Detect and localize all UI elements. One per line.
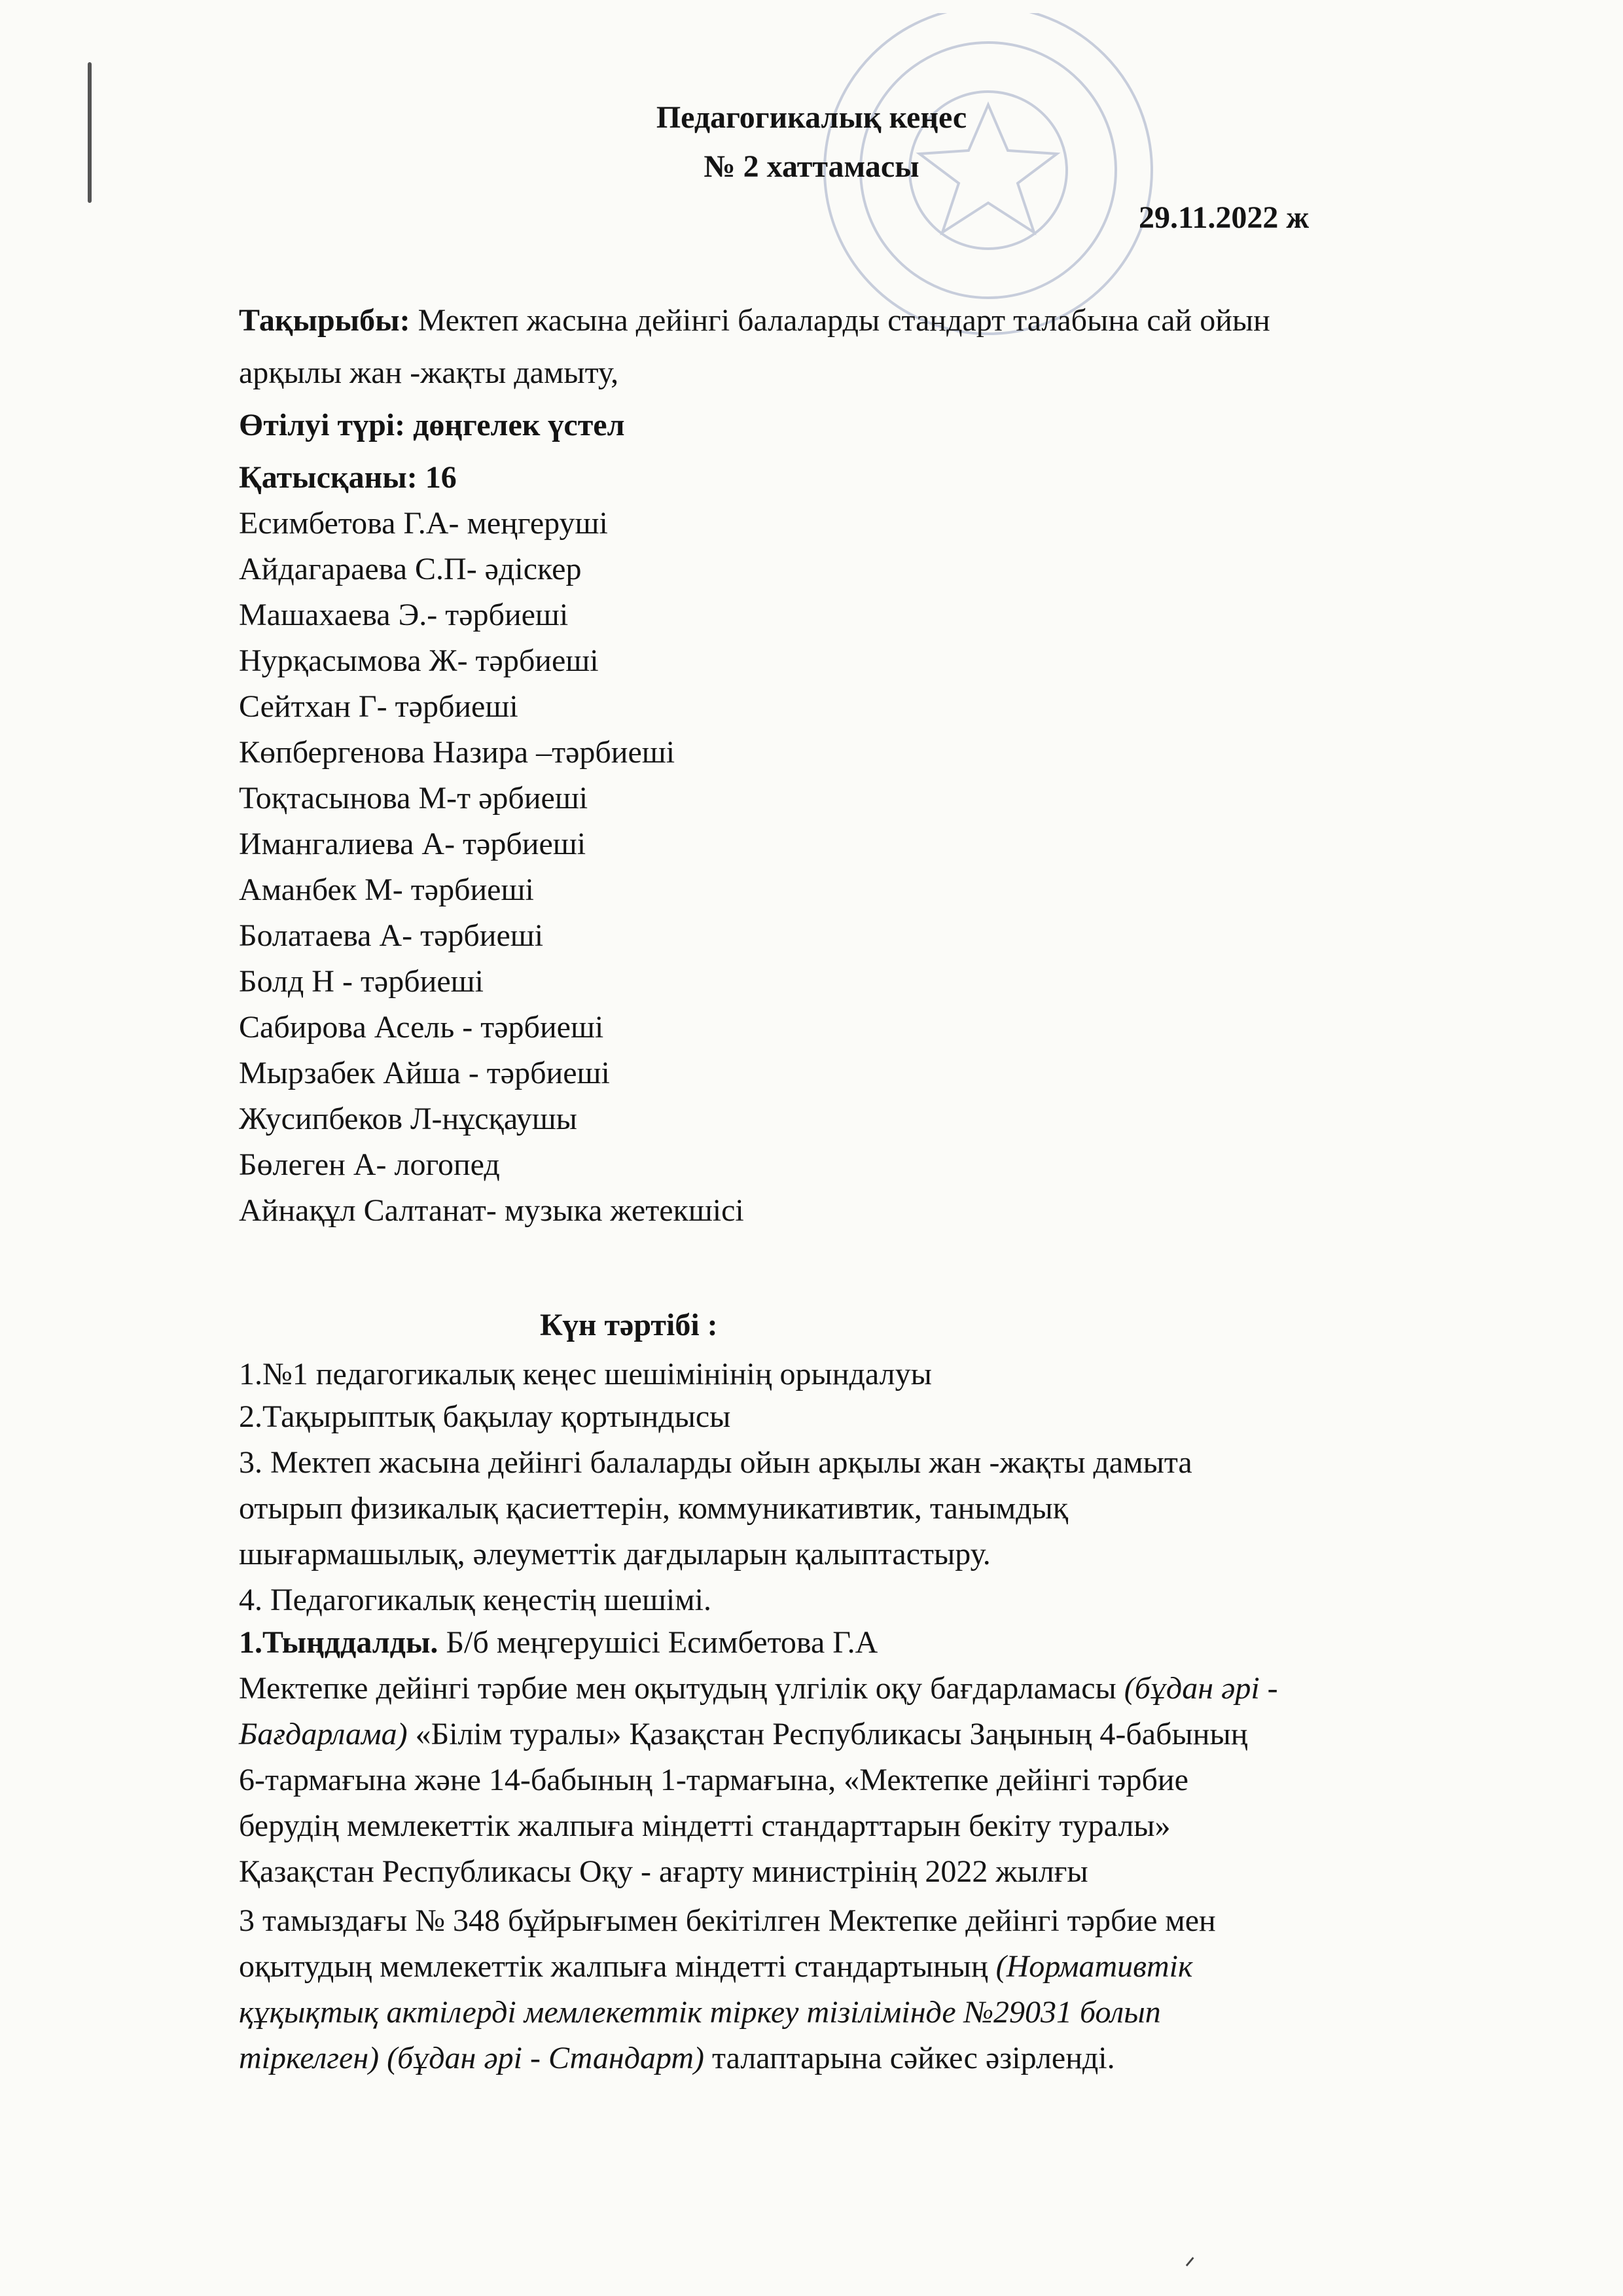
topic-line-2: арқылы жан -жақты дамыту, [239, 355, 619, 390]
paragraph-line: 3 тамыздағы № 348 бұйрығымен бекітілген Мектепке дейінгі тәрбие мен [239, 1903, 1216, 1938]
participant-item: Тоқтасынова М-т әрбиеші [239, 781, 588, 816]
paragraph-line: құқықтық актілерді мемлекеттік тіркеу тізілімінде №29031 болып [239, 1995, 1161, 2030]
participant-item: Машахаева Э.- тәрбиеші [239, 598, 569, 632]
paragraph-italic: (бұдан әрі - [1124, 1671, 1278, 1706]
agenda-heading: Күн тәртібі : [540, 1308, 718, 1342]
participant-item: Мырзабек Айша - тәрбиеші [239, 1056, 610, 1090]
agenda-item: 1.№1 педагогикалық кеңес шешімінінің орындалуы [239, 1357, 932, 1391]
participant-item: Көпбергенова Назира –тәрбиеші [239, 735, 675, 770]
participant-item: Айнақұл Салтанат- музыка жетекшісі [239, 1193, 744, 1228]
agenda-item: 2.Тақырыптық бақылау қортындысы [239, 1399, 731, 1434]
attendance-count: 16 [417, 460, 457, 495]
topic-label: Тақырыбы: [239, 303, 410, 338]
participant-item: Есимбетова Г.А- меңгеруші [239, 506, 608, 541]
participant-item: Айдагараева С.П- әдіскер [239, 552, 582, 586]
topic-line-1 [239, 301, 1270, 340]
paragraph-text: Мектепке дейінгі тәрбие мен оқытудың үлгілік оқу бағдарламасы [239, 1671, 1124, 1706]
paragraph-line: Қазақстан Республикасы Оқу - ағарту министрінің 2022 жылғы [239, 1854, 1088, 1889]
attendance-line [239, 458, 457, 497]
heard-label: 1.Тыңддалды. [239, 1625, 438, 1660]
pen-tick-mark: ᐟ [1185, 2252, 1196, 2282]
agenda-item: отырып физикалық қасиеттерін, коммуникативтик, танымдық [239, 1491, 1069, 1526]
paragraph-italic: тіркелген) (бұдан әрі - Стандарт) [239, 2041, 705, 2075]
participant-item: Жусипбеков Л-нұсқаушы [239, 1102, 577, 1136]
paragraph-line: берудің мемлекеттік жалпыға міндетті стандарттарын бекіту туралы» [239, 1808, 1171, 1843]
participant-item: Болд Н - тәрбиеші [239, 964, 484, 999]
participant-item: Сейтхан Г- тәрбиеші [239, 689, 518, 724]
paragraph-line [239, 1669, 1278, 1708]
agenda-item: 3. Мектеп жасына дейінгі балаларды ойын арқылы жан -жақты дамыта [239, 1445, 1192, 1480]
paragraph-line: 6-тармағына және 14-бабының 1-тармағына, «Мектепке дейінгі тәрбие [239, 1763, 1188, 1797]
paragraph-line [239, 1947, 1192, 1986]
document-date: 29.11.2022 ж [1139, 200, 1310, 235]
heard-line [239, 1623, 878, 1662]
heard-speaker: Б/б меңгерушісі Есимбетова Г.А [438, 1625, 878, 1660]
topic-text: Мектеп жасына дейінгі балаларды стандарт талабына сай ойын [410, 303, 1270, 338]
format-value: дөңгелек үстел [405, 408, 625, 442]
agenda-item: шығармашылық, әлеуметтік дағдыларын қалыптастыру. [239, 1537, 991, 1571]
participant-item: Аманбек М- тәрбиеші [239, 872, 534, 907]
paragraph-italic: Бағдарлама) [239, 1717, 408, 1751]
participant-item: Бөлеген А- логопед [239, 1147, 500, 1182]
participant-item: Нурқасымова Ж- тәрбиеші [239, 643, 599, 678]
protocol-number: № 2 хаттамасы [704, 149, 919, 184]
paragraph-italic: (Нормативтік [995, 1949, 1193, 1984]
document-title: Педагогикалық кеңес [656, 100, 967, 135]
paragraph-line [239, 1715, 1247, 1754]
paragraph-text: «Білім туралы» Қазақстан Республикасы Заңының 4-бабының [407, 1717, 1248, 1751]
participant-item: Имангалиева А- тәрбиеші [239, 827, 586, 861]
paragraph-text: талаптарына сәйкес әзірленді. [704, 2041, 1115, 2075]
format-label: Өтілуі түрі: [239, 408, 406, 442]
participant-item: Сабирова Асель - тәрбиеші [239, 1010, 604, 1045]
agenda-item: 4. Педагогикалық кеңестің шешімі. [239, 1583, 711, 1617]
paragraph-line [239, 2039, 1115, 2078]
participant-item: Болатаева А- тәрбиеші [239, 918, 544, 953]
attendance-label: Қатысқаны: [239, 460, 418, 495]
paragraph-text: оқытудың мемлекеттік жалпыға міндетті стандартының [239, 1949, 996, 1984]
format-line [239, 406, 625, 445]
